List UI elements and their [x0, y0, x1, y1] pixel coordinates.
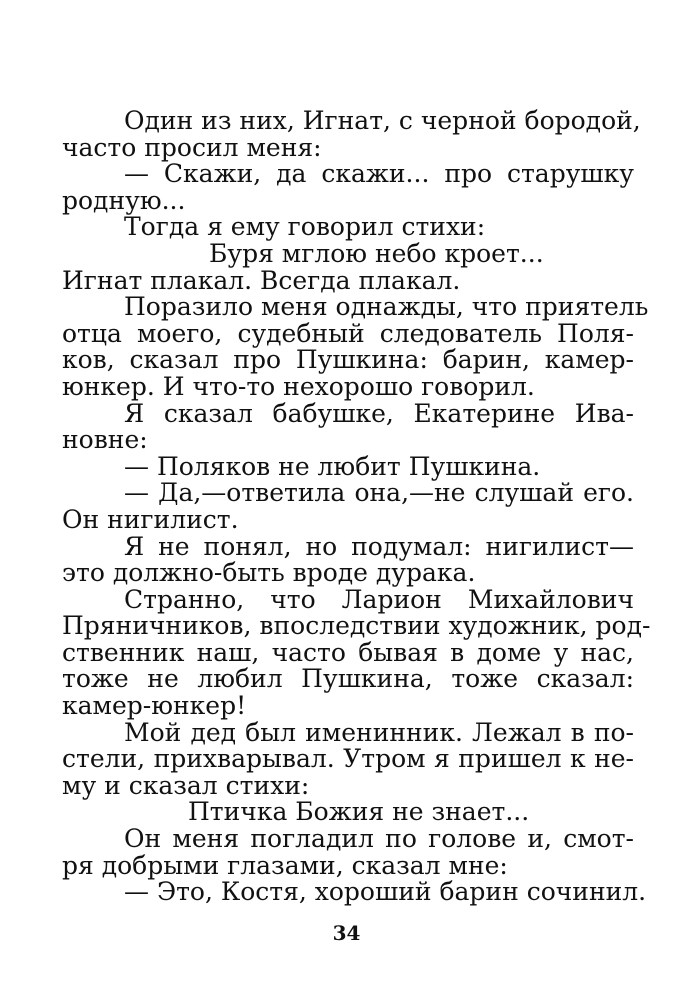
text-line: — Поляков не любит Пушкина. — [124, 451, 541, 481]
text-line: — Скажи, да скажи... про старушку — [124, 159, 634, 189]
page-number: 34 — [332, 921, 361, 945]
text-line: новне: — [62, 425, 148, 455]
text-line: отца моего, судебный следователь Поля- — [62, 318, 634, 348]
text-line: — Это, Костя, хороший барин сочинил. — [124, 877, 647, 907]
text-line: Он меня погладил по голове и, смот- — [124, 824, 634, 854]
text-line: Поразило меня однажды, что приятель — [124, 292, 649, 322]
text-line: родную... — [62, 185, 186, 215]
text-line: Я сказал бабушке, Екатерине Ива- — [124, 398, 634, 428]
text-line: это должно-быть вроде дурака. — [62, 558, 476, 588]
text-line: Один из них, Игнат, с черной бородой, — [124, 106, 641, 135]
text-line: камер-юнкер! — [62, 691, 247, 721]
text-line: тоже не любил Пушкина, тоже сказал: — [62, 664, 634, 694]
text-line: Мой дед был именинник. Лежал в по- — [124, 717, 634, 747]
text-line: Он нигилист. — [62, 504, 239, 534]
text-line: юнкер. И что-то нехорошо говорил. — [62, 371, 535, 401]
text-line: Пряничников, впоследствии художник, род- — [62, 611, 651, 641]
page-text — [62, 106, 651, 907]
text-line: му и сказал стихи: — [62, 770, 310, 800]
text-line: — Да,—ответила она,—не слушай его. — [124, 478, 634, 508]
text-line: часто просил меня: — [62, 132, 322, 162]
verse-line: Птичка Божия не знает... — [188, 797, 530, 827]
text-line: ственник наш, часто бывая в доме у нас, — [62, 637, 634, 667]
text-line: Странно, что Ларион Михайлович — [124, 584, 634, 614]
text-line: Тогда я ему говорил стихи: — [124, 212, 486, 242]
text-line: ря добрыми глазами, сказал мне: — [62, 850, 508, 880]
text-line: Я не понял, но подумал: нигилист— — [124, 531, 634, 561]
text-line: стели, прихварывал. Утром я пришел к не- — [62, 744, 634, 774]
text-line: ков, сказал про Пушкина: барин, камер- — [62, 345, 634, 375]
text-line: Игнат плакал. Всегда плакал. — [62, 265, 461, 295]
verse-line: Буря мглою небо кроет... — [209, 238, 544, 268]
